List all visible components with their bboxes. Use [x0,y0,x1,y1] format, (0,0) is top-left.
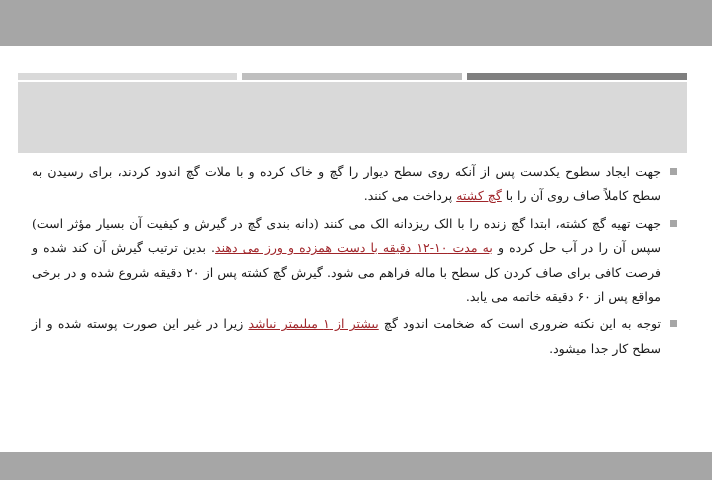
bullet-paragraph: جهت ایجاد سطوح یکدست پس از آنکه روی سطح دیوار را گچ و خاک کرده و با ملات گچ اندود کردند، برای رسیدن به سطح کاملاً صاف روی آن را با گچ کشته پرداخت می کنند. [32,160,677,209]
square-bullet-icon [670,320,677,327]
highlighted-phrase: گچ کشته [456,188,502,204]
highlighted-phrase: بیشتر از ۱ میلیمتر نباشد [248,316,379,332]
highlighted-phrase: به مدت ۱۰-۱۲ دقیقه با دست همزده و ورز می دهند [215,240,493,256]
square-bullet-icon [670,220,677,227]
bottom-footer-band [0,452,712,480]
top-header-band [0,0,712,46]
accent-stripe-mid [242,73,462,80]
square-bullet-icon [670,168,677,175]
bullet-paragraph: جهت تهیه گچ کشته، ابتدا گچ زنده را با الک ریزدانه الک می کنند (دانه بندی گچ در گیرش و کیفیت آن بسیار مؤثر است) سپس آن را در آب حل کرده و به مدت ۱۰-۱۲ دقیقه با دست همزده و ورز می دهند. بدین ترتیب گیرش آن کند شده و فرصت کافی برای صاف کردن کل سطح با ماله فراهم می شود. گیرش گچ کشته پس از ۲۰ دقیقه شروع شده و در برخی مواقع پس از ۶۰ دقیقه خاتمه می یابد. [32,212,677,310]
accent-stripe-light [18,73,237,80]
slide-body [32,160,677,364]
accent-stripe-dark [467,73,687,80]
slide-title-box [18,82,687,153]
bullet-paragraph: توجه به این نکته ضروری است که ضخامت اندود گچ بیشتر از ۱ میلیمتر نباشد زیرا در غیر این صورت پوسته شده و از سطح کار جدا میشود. [32,312,677,361]
